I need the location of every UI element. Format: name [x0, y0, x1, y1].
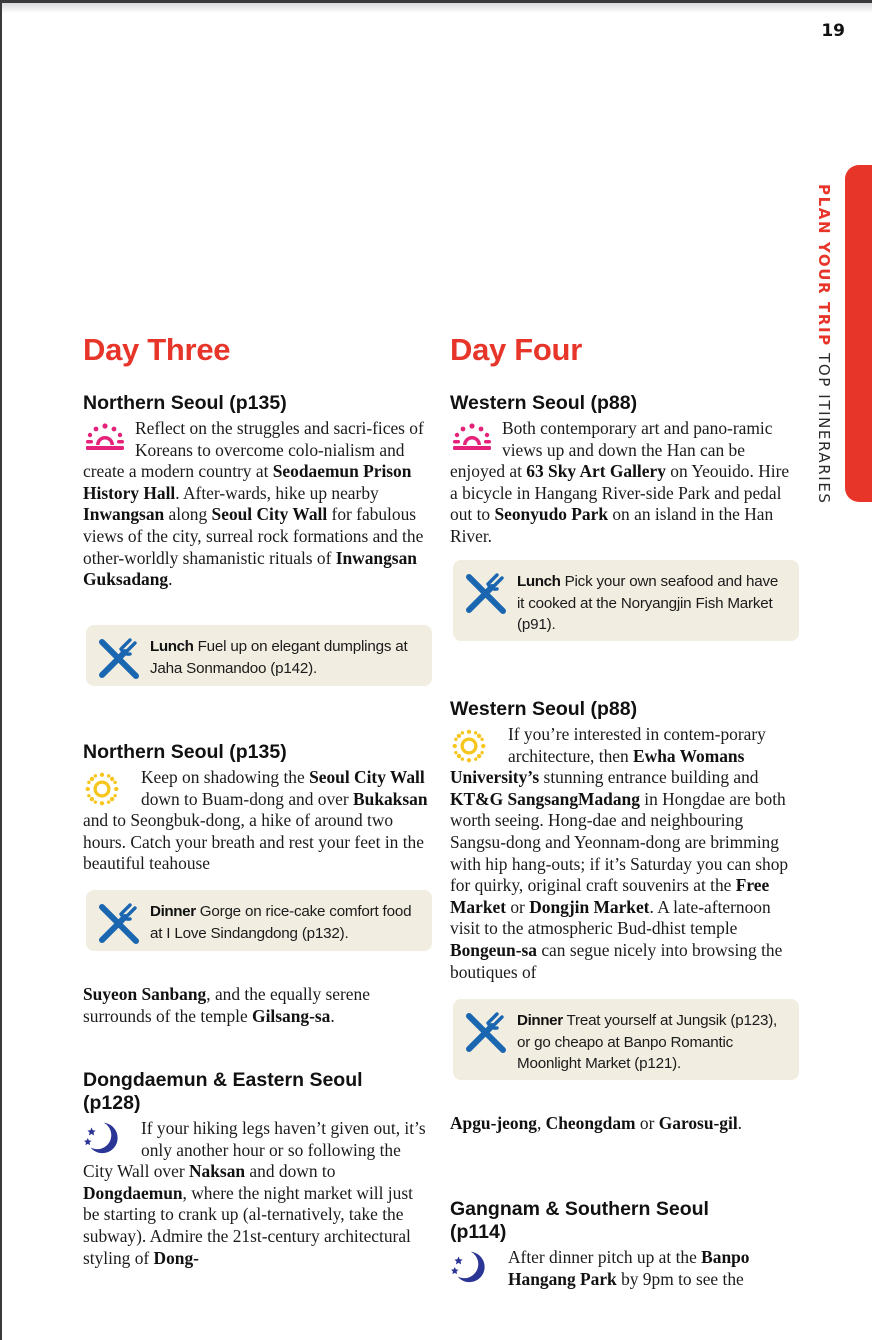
day-three-title: Day Three [83, 332, 231, 367]
section-heading: Gangnam & Southern Seoul (p114) [450, 1198, 709, 1243]
section-body: Reflect on the struggles and sacri-fices of Koreans to overcome colo-nialism and create a modern country at Seodaemun Prison History Hall. After-wards, hike up nearby Inwangsan along Seoul City Wall for fabulous views of the city, surreal rock formations and the other-worldly shamanistic rituals of Inwangsan Guksadang. [83, 418, 424, 590]
sun-icon [450, 725, 508, 765]
section-heading: Western Seoul (p88) [450, 392, 638, 414]
section-heading: Western Seoul (p88) [450, 698, 638, 720]
callout-text: Dinner Gorge on rice-cake comfort food at I Love Sindangdong (p132). [150, 903, 412, 942]
sunrise-icon [450, 419, 502, 459]
day-three-afternoon [83, 741, 433, 875]
section-name: PLAN YOUR TRIP [815, 184, 833, 347]
section-body: Keep on shadowing the Seoul City Wall down to Buam-dong and over Bukaksan and to Seongbuk-dong, a hike of around two hours. Catch your breath and rest your feet in the beautiful teahouse [83, 767, 428, 874]
section-body-continued: Suyeon Sanbang, and the equally serene surrounds of the temple Gilsang-sa. [83, 984, 370, 1026]
section-tab[interactable] [845, 165, 872, 502]
fork-knife-icon [96, 636, 142, 682]
day-four-afternoon [450, 698, 800, 984]
day-four-column [450, 330, 800, 370]
section-body: Both contemporary art and pano-ramic views up and down the Han can be enjoyed at 63 Sky Art Gallery on Yeouido. Hire a bicycle in Hangang River-side Park and pedal out to Seonyudo Park on an island in the Han River. [450, 418, 790, 546]
lunch-callout [86, 625, 432, 686]
dinner-callout [86, 890, 432, 951]
section-body: If you’re interested in contem-porary architecture, then Ewha Womans University’s stunning entrance building and KT&G SangsangMadang in Hongdae are both worth seeing. Hong-dae and neighbouring Sangsu-dong and Yeonnam-dong are brimming with hip hang-outs; if it’s Saturday you can shop for quirky, original craft souvenirs at the Free Market or Dongjin Market. A late-afternoon visit to the atmospheric Bud-dhist temple Bongeun-sa can segue nicely into browsing the boutiques of [450, 724, 789, 982]
day-four-morning [450, 392, 800, 548]
lunch-callout [453, 560, 799, 641]
sunrise-icon [83, 419, 135, 459]
callout-text: Dinner Treat yourself at Jungsik (p123), or go cheapo at Banpo Romantic Moonlight Market (p121). [517, 1012, 778, 1072]
day-four-afternoon-continued [450, 1113, 800, 1135]
moon-stars-icon [83, 1119, 141, 1159]
day-three-column [83, 330, 433, 370]
sun-icon [83, 768, 141, 808]
subsection-name: TOP ITINERARIES [815, 353, 833, 505]
fork-knife-icon [463, 1010, 509, 1056]
window-left-border [0, 0, 2, 1340]
day-three-morning [83, 392, 433, 591]
fork-knife-icon [463, 571, 509, 617]
day-three-afternoon-continued [83, 984, 433, 1027]
callout-text: Lunch Pick your own seafood and have it cooked at the Noryangjin Fish Market (p91). [517, 573, 779, 633]
section-body-continued: Apgu-jeong, Cheongdam or Garosu-gil. [450, 1113, 743, 1133]
section-heading: Northern Seoul (p135) [83, 392, 287, 414]
callout-text: Lunch Fuel up on elegant dumplings at Jaha Sonmandoo (p142). [150, 638, 408, 677]
dinner-callout [453, 999, 799, 1080]
day-three-evening [83, 1069, 433, 1269]
section-tab-label [812, 184, 836, 514]
section-heading: Northern Seoul (p135) [83, 741, 287, 763]
fork-knife-icon [96, 901, 142, 947]
section-body: If your hiking legs haven’t given out, it’s only another hour or so following the City Wall over Naksan and down to Dongdaemun, where the night market will just be starting to crank up (al-ternatively, take the subway). Admire the 21st-century architectural styling of Dong- [83, 1118, 426, 1268]
section-heading: Dongdaemun & Eastern Seoul (p128) [83, 1069, 363, 1114]
moon-stars-icon [450, 1248, 508, 1288]
top-shadow [0, 3, 872, 13]
page-number: 19 [821, 21, 845, 41]
day-four-title: Day Four [450, 332, 582, 367]
section-body: After dinner pitch up at the Banpo Hangang Park by 9pm to see the [450, 1247, 800, 1290]
day-four-evening [450, 1198, 800, 1290]
